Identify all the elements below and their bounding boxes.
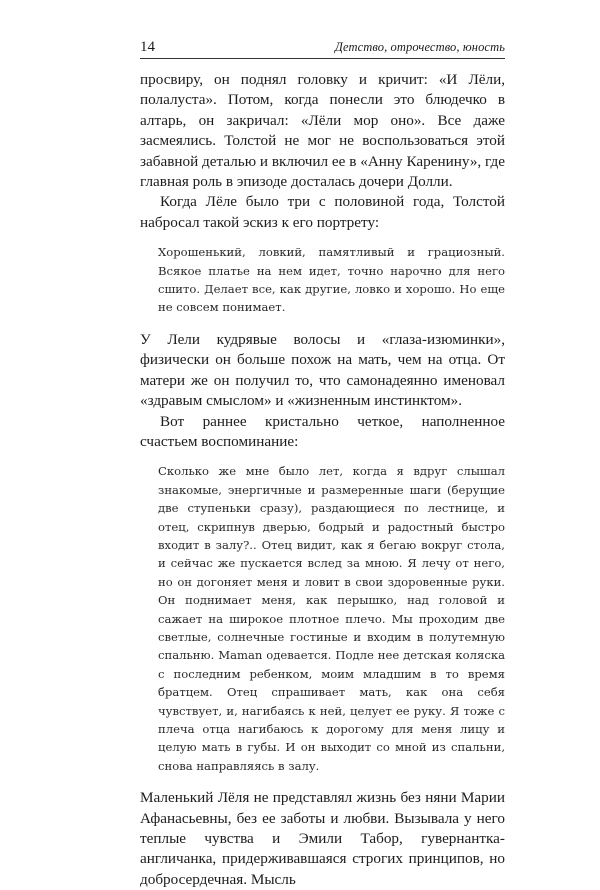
running-header <box>140 38 505 59</box>
book-page <box>140 0 505 888</box>
paragraph-5: Маленький Лёля не представлял жизнь без няни Марии Афанасьевны, без ее заботы и любви. Вызывала у него теплые чувства и Эмили Табор, гувернантка-англичанка, придерживавшаяся строгих принципов, но добросердечная. Мысль <box>140 789 505 888</box>
page-body <box>140 70 505 890</box>
page-number: 14 <box>140 39 155 55</box>
paragraph-1: просвиру, он поднял головку и кричит: «И Лёли, полалуста». Потом, когда понесли это блюдечко в алтарь, он закричал: «Лёли мор оно». Все даже засмеялись. Толстой не мог не воспользоваться этой забавной деталью и включил ее в «Анну Каренину», где главная роль в эпизоде досталась дочери Долли. <box>140 71 505 191</box>
running-title: Детство, отрочество, юность <box>334 40 505 54</box>
quote-childhood-memory: Сколько же мне было лет, когда я вдруг слышал знакомые, энергичные и размеренные шаги (берущие две ступеньки сразу), раздающиеся по лестнице, и отец, скрипнув дверью, бодрый и радостный быстро входит в залу?.. Отец видит, как я бегаю вокруг стола, и сейчас же пускается вслед за мною. Я лечу от него, но он догоняет меня и ловит в свои здоровенные руки. Он поднимает меня, как перышко, над головой и сажает на широкое плотное плечо. Мы проходим две светлые, солнечные гостиные и входим в полутемную спальню. Maman одевается. Подле нее детская коляска с последним ребенком, моим младшим в то время братцем. Отец спрашивает мать, как она себя чувствует, и, нагибаясь к ней, целует ее руку. Я тоже с плеча отца нагибаюсь к дорогому для меня лицу и целую мать в губы. И он выходит со мной из спальни, снова направляясь в залу. <box>158 464 505 773</box>
quote-portrait-sketch: Хорошенький, ловкий, памятливый и грациозный. Всякое платье на нем идет, точно нарочно для него сшито. Делает все, как другие, ловко и хорошо. Но еще не совсем понимает. <box>158 245 505 315</box>
paragraph-3: У Лели кудрявые волосы и «глаза-изюминки», физически он больше похож на мать, чем на отца. От матери же он получил то, что самонадеянно именовал «здравым смыслом» и «жизненным инстинктом». <box>140 330 505 410</box>
paragraph-4: Вот раннее кристально четкое, наполненное счастьем воспоминание: <box>140 412 505 450</box>
paragraph-2: Когда Лёле было три с половиной года, Толстой набросал такой эскиз к его портрету: <box>140 193 505 231</box>
